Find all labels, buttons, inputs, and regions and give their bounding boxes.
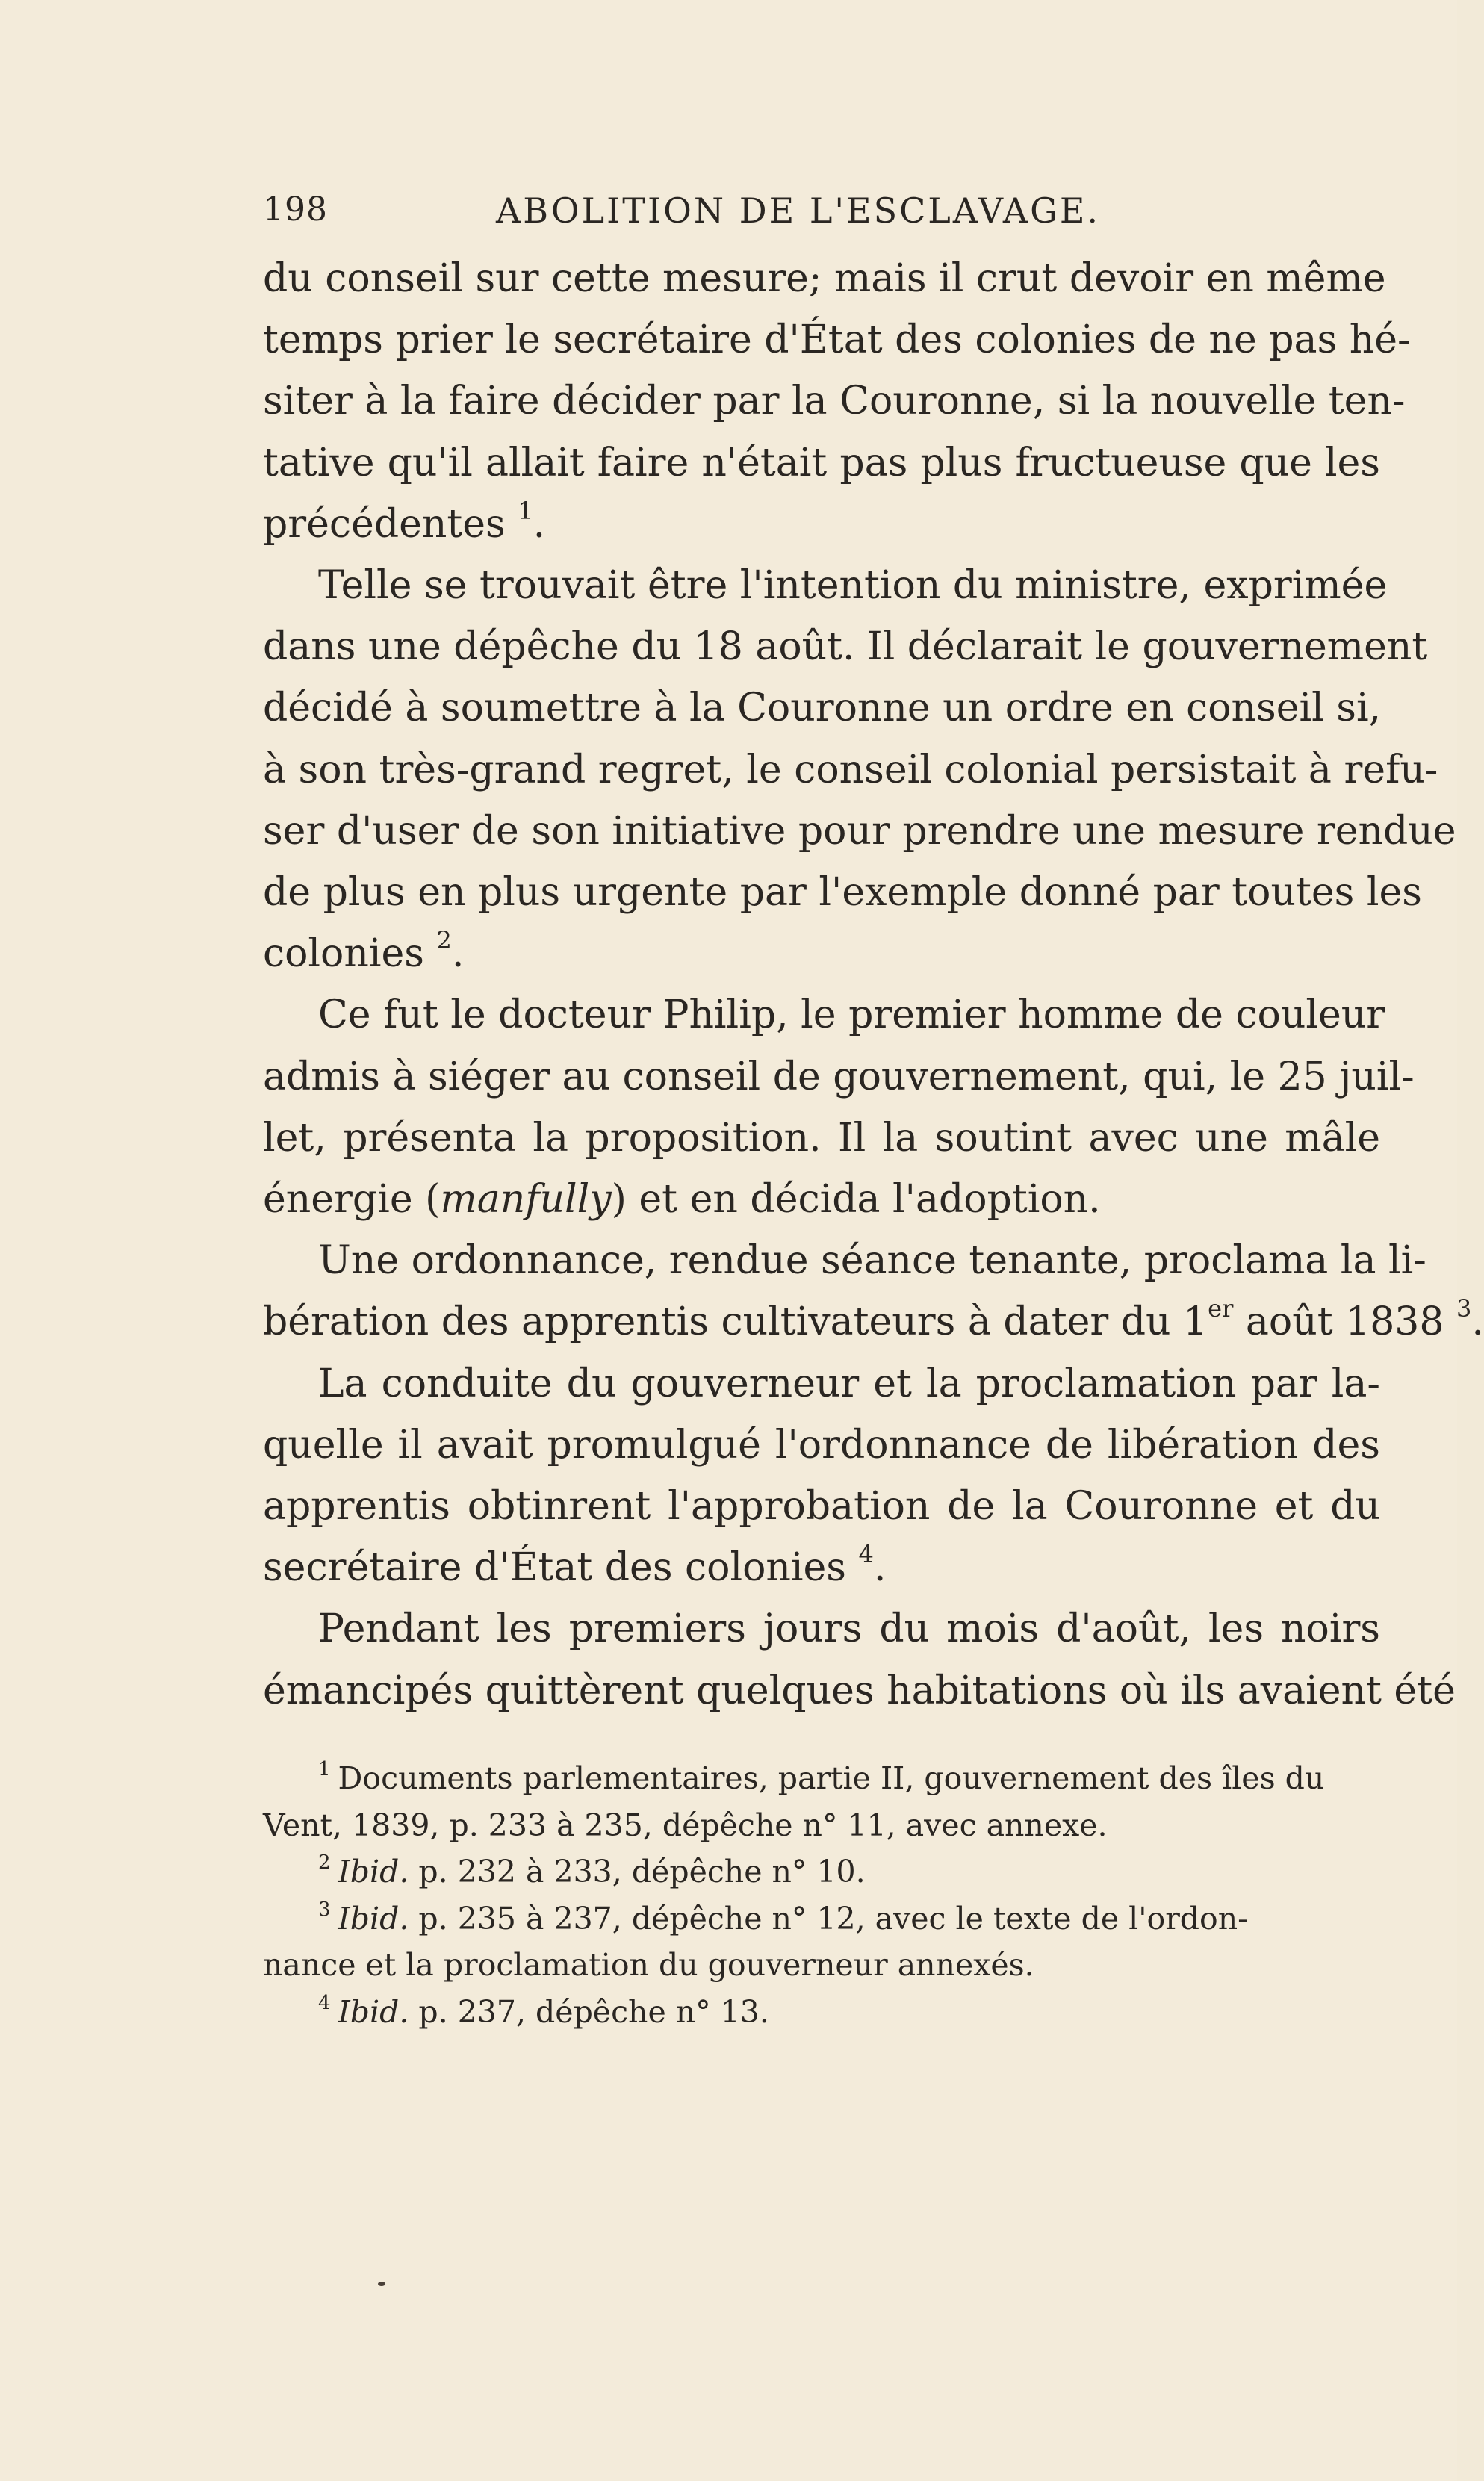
main-text xyxy=(263,248,1484,1721)
text-line: Ce fut le docteur Philip, le premier homme de couleur xyxy=(318,993,1385,1038)
footnote-continuation: nance et la proclamation du gouverneur annexés. xyxy=(263,1947,1034,1983)
punctuation: . xyxy=(1471,1300,1484,1345)
footnotes xyxy=(263,1755,1380,2035)
paper-speck xyxy=(378,2282,385,2286)
footnote-ibid: Ibid. xyxy=(338,1900,409,1937)
text-fragment: bération des apprentis cultivateurs à dater du 1 xyxy=(263,1300,1208,1345)
footnote-reference: 4 xyxy=(858,1540,874,1569)
text-line xyxy=(263,1291,1484,1353)
text-line: Une ordonnance, rendue séance tenante, proclama la li- xyxy=(318,1238,1426,1284)
footnote-mark: 2 xyxy=(318,1851,331,1874)
footnote-ibid: Ibid. xyxy=(338,1854,409,1890)
text-line: Pendant les premiers jours du mois d'août, les noirs xyxy=(318,1606,1380,1652)
footnote xyxy=(263,1989,1380,2036)
text-line: admis à siéger au conseil de gouvernement, qui, le 25 juil- xyxy=(263,1054,1415,1099)
text-fragment: précédentes xyxy=(263,501,506,547)
text-fragment: colonies xyxy=(263,931,424,977)
text-line: quelle il avait promulgué l'ordonnance de libération des xyxy=(263,1422,1380,1468)
footnote-text: p. 237, dépêche n° 13. xyxy=(409,1993,769,2030)
italic-word: manfully xyxy=(440,1177,612,1223)
text-fragment: août 1838 xyxy=(1233,1300,1444,1345)
page-header xyxy=(263,190,1174,243)
text-line xyxy=(263,923,1380,984)
footnote-ibid: Ibid. xyxy=(338,1993,409,2030)
punctuation: . xyxy=(533,501,546,547)
punctuation: . xyxy=(873,1545,887,1591)
footnote xyxy=(263,1895,1380,1943)
footnote-text: Documents parlementaires, partie II, gouvernement des îles du xyxy=(338,1760,1325,1796)
text-line: ser d'user de son initiative pour prendre une mesure rendue xyxy=(263,808,1456,854)
text-fragment: énergie ( xyxy=(263,1177,441,1223)
text-line: Telle se trouvait être l'intention du ministre, exprimée xyxy=(318,563,1388,609)
text-line: apprentis obtinrent l'approbation de la Couronne et du xyxy=(263,1484,1380,1530)
text-line xyxy=(263,494,1380,555)
punctuation: . xyxy=(451,931,465,977)
footnote-mark: 3 xyxy=(318,1898,331,1921)
text-line: siter à la faire décider par la Couronne, si la nouvelle ten- xyxy=(263,379,1406,424)
footnote-reference: 3 xyxy=(1456,1294,1472,1323)
text-line: tative qu'il allait faire n'était pas plus fructueuse que les xyxy=(263,440,1380,485)
footnote xyxy=(263,1848,1380,1895)
footnote-mark: 4 xyxy=(318,1991,331,2014)
text-line: temps prier le secrétaire d'État des colonies de ne pas hé- xyxy=(263,317,1411,363)
page-number: 198 xyxy=(263,190,328,229)
footnote-reference: 1 xyxy=(518,496,533,525)
text-fragment: ) et en décida l'adoption. xyxy=(611,1177,1101,1223)
ordinal-suffix: er xyxy=(1208,1294,1234,1323)
footnote xyxy=(263,1755,1380,1802)
footnote-text: p. 235 à 237, dépêche n° 12, avec le texte de l'ordon- xyxy=(409,1900,1248,1937)
footnote-text: p. 232 à 233, dépêche n° 10. xyxy=(409,1854,866,1890)
text-line: émancipés quittèrent quelques habitations où ils avaient été xyxy=(263,1668,1456,1713)
footnote-mark: 1 xyxy=(318,1758,331,1780)
text-line: du conseil sur cette mesure; mais il crut devoir en même xyxy=(263,256,1386,301)
text-line: décidé à soumettre à la Couronne un ordre en conseil si, xyxy=(263,686,1382,731)
footnote-continuation: Vent, 1839, p. 233 à 235, dépêche n° 11, avec annexe. xyxy=(263,1807,1108,1843)
text-line: de plus en plus urgente par l'exemple donné par toutes les xyxy=(263,870,1422,916)
footnote-reference: 2 xyxy=(436,926,452,955)
text-line: let, présenta la proposition. Il la soutint avec une mâle xyxy=(263,1115,1380,1161)
text-line xyxy=(263,1169,1380,1230)
text-line: La conduite du gouverneur et la proclamation par la- xyxy=(318,1361,1380,1406)
text-fragment: secrétaire d'État des colonies xyxy=(263,1545,846,1591)
running-title: ABOLITION DE L'ESCLAVAGE. xyxy=(496,190,1101,231)
text-line xyxy=(263,1537,1380,1598)
text-line: à son très-grand regret, le conseil colonial persistait à refu- xyxy=(263,747,1438,792)
text-line: dans une dépêche du 18 août. Il déclarait le gouvernement xyxy=(263,624,1428,670)
